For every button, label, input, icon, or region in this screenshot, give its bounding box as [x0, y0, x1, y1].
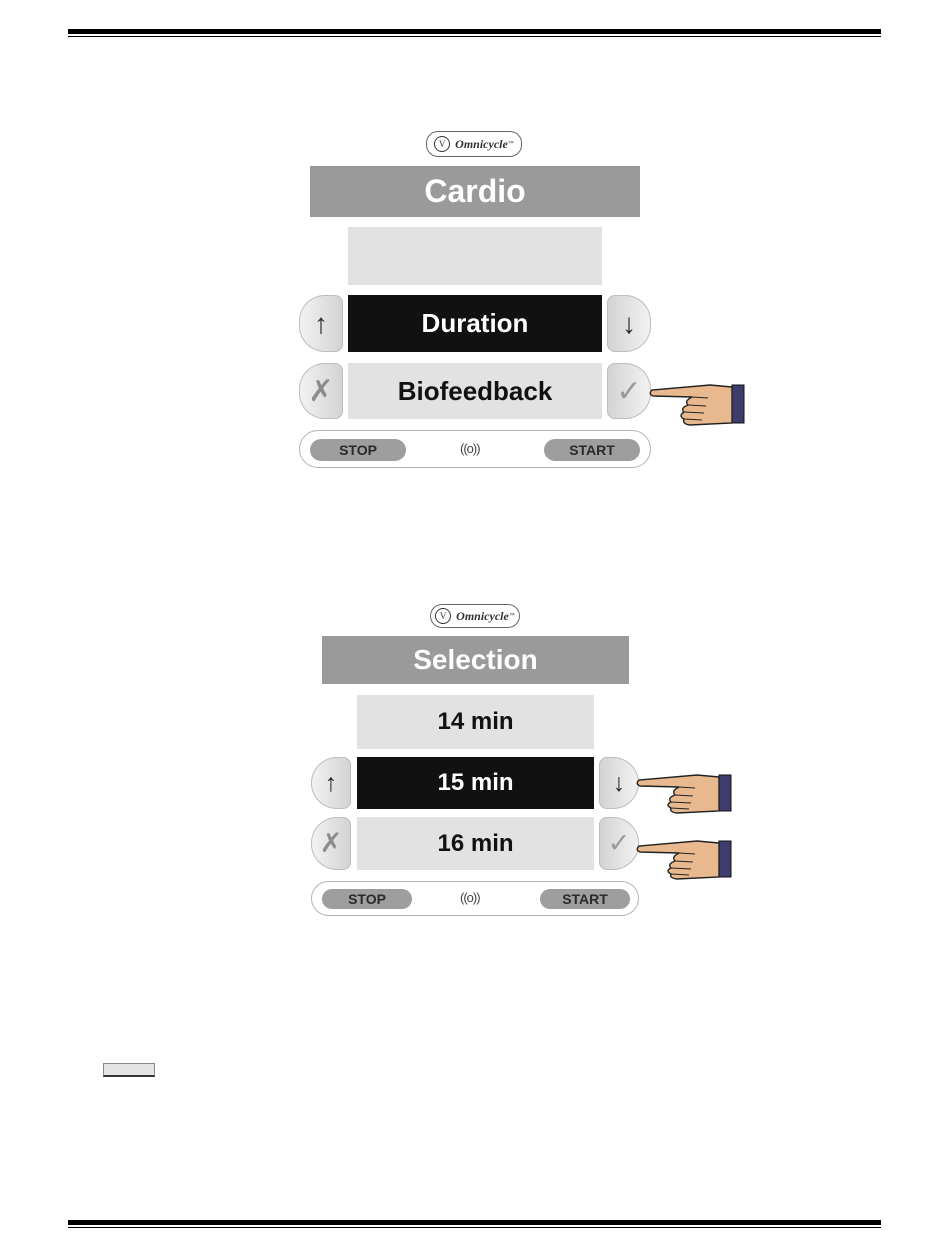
logo-text: Omnicycle: [456, 608, 509, 623]
list-item-selected[interactable]: 15 min: [357, 757, 594, 809]
list-item-previous[interactable]: [348, 227, 602, 285]
arrow-down-icon: ↓: [622, 307, 636, 339]
arrow-down-icon: ↓: [612, 768, 626, 797]
cancel-button[interactable]: [299, 363, 343, 419]
up-button[interactable]: [311, 757, 351, 809]
start-button[interactable]: START: [544, 439, 640, 461]
pointing-hand-icon: [635, 769, 735, 817]
bottom-rule: [68, 1220, 881, 1225]
omnicycle-logo: V Omnicycle ™: [426, 131, 522, 157]
screen-title: Cardio: [310, 166, 640, 217]
logo-text: Omnicycle: [455, 136, 508, 151]
up-button[interactable]: [299, 295, 343, 352]
down-button[interactable]: [607, 295, 651, 352]
arrow-up-icon: ↑: [324, 768, 338, 797]
top-rule: [68, 29, 881, 34]
list-item-next[interactable]: 16 min: [357, 817, 594, 870]
wireless-icon: ((o)): [460, 890, 480, 905]
stop-button[interactable]: STOP: [310, 439, 406, 461]
bottom-control-bar: [299, 430, 651, 468]
list-item-previous[interactable]: 14 min: [357, 695, 594, 749]
wireless-icon: ((o)): [460, 441, 480, 456]
logo-emblem-icon: V: [434, 136, 450, 152]
omnicycle-logo: V Omnicycle ™: [430, 604, 520, 628]
screen-title: Selection: [322, 636, 629, 684]
stop-button[interactable]: STOP: [322, 889, 412, 909]
list-item-selected[interactable]: Duration: [348, 295, 602, 352]
pointing-hand-icon: [648, 378, 748, 430]
bottom-control-bar: [311, 881, 639, 916]
confirm-button[interactable]: [607, 363, 651, 419]
pointing-hand-icon: [635, 835, 735, 883]
note-marker: [103, 1063, 155, 1077]
cancel-x-icon: ✗: [319, 828, 343, 858]
list-item-next[interactable]: Biofeedback: [348, 363, 602, 419]
logo-emblem-icon: V: [435, 608, 451, 624]
confirm-button[interactable]: [599, 817, 639, 870]
cancel-button[interactable]: [311, 817, 351, 870]
checkmark-icon: ✓: [607, 828, 631, 858]
cancel-x-icon: ✗: [308, 374, 334, 408]
down-button[interactable]: [599, 757, 639, 809]
start-button[interactable]: START: [540, 889, 630, 909]
checkmark-icon: ✓: [616, 374, 642, 408]
arrow-up-icon: ↑: [314, 307, 328, 339]
